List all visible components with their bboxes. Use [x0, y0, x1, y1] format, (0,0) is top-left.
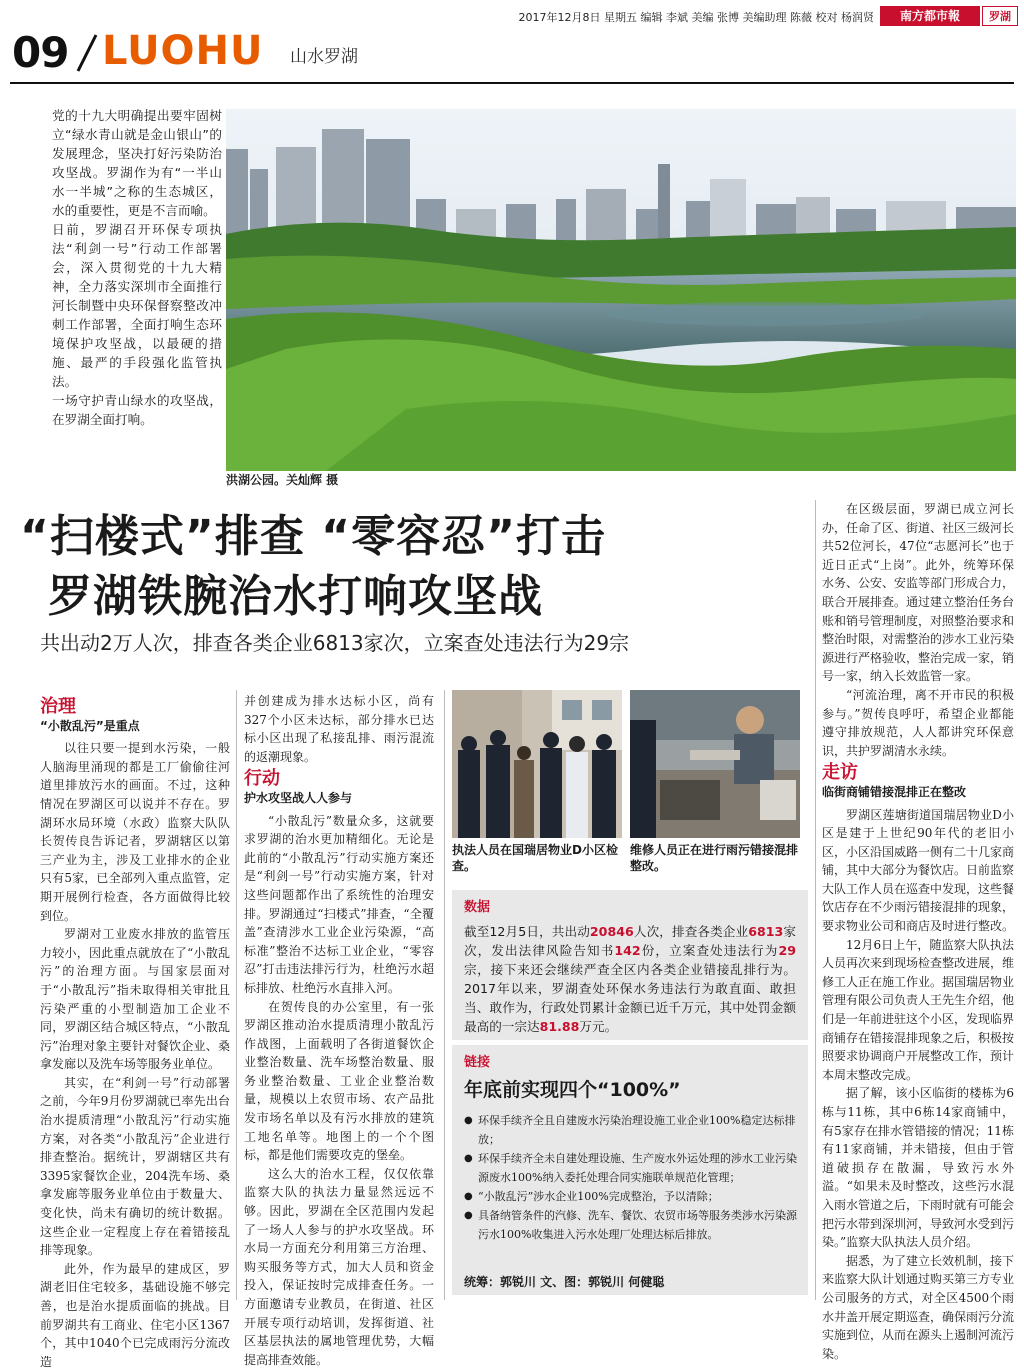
data-value-fine: 81.88: [539, 1019, 580, 1034]
paragraph: “小散乱污”数量众多，这就要求罗湖的治水更加精细化。无论是此前的“小散乱污”行动实施方案还是“利剑一号”行动实施方案，针对这些问题都作出了系统性的治理安排。罗湖通过“扫楼式”排查，“全覆盖”查清涉水工业企业污染源，“高标准”整治不达标工业企业，“零容忍”打击违法排污行为，杜绝污水超标排放、杜绝污水直排入河。: [244, 813, 434, 995]
data-value-personnel: 20846: [589, 924, 634, 939]
data-value-enterprises: 6813: [748, 924, 784, 939]
headline-line-2: 罗湖铁腕治水打响攻坚战: [48, 571, 543, 622]
paragraph: 在区级层面，罗湖已成立河长办，任命了区、街道、社区三级河长共52位河长，47位“志愿河长”也于近日正式“上岗”。此外，统筹环保水务、公安、安监等部门形成合力，联合开展排查。通过建立整治任务台账和销号管理制度，对照整治要求和整治时限，对需整治的涉水工业污染源进行严格验收，整治完成一家，销号一家，纳入长效监管一家。: [822, 502, 1015, 684]
header-rule: [10, 82, 1014, 84]
list-item: ● 环保手续齐全未自建处理设施、生产废水外运处理的涉水工业污染源废水100%纳入委托处理合同实施联单规范化管理；: [464, 1149, 800, 1187]
intro-paragraph: 一场守护青山绿水的攻坚战，在罗湖全面打响。: [52, 393, 222, 427]
list-item: ● 环保手续齐全且自建废水污染治理设施工业企业100%稳定达标排放；: [464, 1111, 800, 1149]
slash-divider: [72, 31, 100, 73]
section-title: 走访: [822, 762, 858, 784]
column-rule: [444, 690, 445, 1300]
data-text: 截至12月5日，共出动: [464, 924, 590, 939]
section-subtitle: 山水罗湖: [290, 47, 358, 67]
list-item: ● “小散乱污”涉水企业100%完成整治，予以清除；: [464, 1187, 800, 1206]
paragraph: 据悉，为了建立长效机制，接下来监察大队计划通过购买第三方专业公司服务的方式，对全区4500个雨水井盖开展定期巡查，确保雨污分流实施到位，从而在源头上遏制河流污染。: [822, 1253, 1015, 1361]
paragraph: 这么大的治水工程，仅仅依靠监察大队的执法力量显然远远不够。因此，罗湖在全区范围内发起了一场人人参与的护水攻坚战。环水局一方面充分利用第三方治理、购买服务等方式，加大人员和资金投入，保证按时完成排查任务。一方面邀请专业教员，在街道、社区开展专项行动培训，发挥街道、社区基层执法的属地管理优势，大幅提高排查效能。: [244, 1166, 434, 1367]
section-subtitle: 护水攻坚战人人参与: [244, 790, 353, 805]
headline-line-1: “扫楼式”排查 “零容忍”打击: [20, 511, 606, 562]
paragraph: 据了解，该小区临街的楼栋为6栋与11栋，其中6栋14家商铺中，有5家存在排水管错接的情况；11栋有11家商铺，并未错接，但由于管道破损存在散漏，导致污水外溢。“如果未及时整改，这些污水混入雨水管道之后，下雨时就有可能会把污水带到深圳河，导致河水受到污染。”监察大队执法人员介绍。: [822, 1086, 1015, 1250]
goal-list: [464, 1111, 800, 1244]
issue-meta: 2017年12月8日 星期五 编辑 李斌 美编 张博 美编助理 陈薇 校对 杨润贤: [518, 11, 874, 24]
paper-logo: 南方都市報: [880, 6, 980, 26]
column-rule: [236, 690, 237, 1300]
data-box: [452, 890, 808, 1040]
paragraph: 在贺传良的办公室里，有一张罗湖区推动治水提质清理小散乱污作战图，上面载明了各街道餐饮企业整治数量、洗车场整治数量、服务业整治数量、工业企业整治数量，规模以上农贸市场、农产品批发市场名单以及有污水排放的建筑工地名单等。地图上的一个个图标，都是他们需要攻克的堡垒。: [244, 999, 434, 1163]
column-governance: [40, 698, 230, 1371]
data-text: 人次，排查各类企业: [633, 924, 749, 939]
photo-caption-right: 维修人员正在进行雨污错接混排整改。: [630, 843, 799, 873]
top-bar: [0, 0, 1024, 30]
data-value-cases: 29: [778, 943, 797, 958]
data-text: 万元。: [579, 1019, 618, 1034]
byline: 统筹：郭锐川 文、图：郭锐川 何健聪: [464, 1275, 665, 1289]
paragraph: 此外，作为最早的建成区，罗湖老旧住宅较多，基础设施不够完善，也是治水提质面临的挑战。目前罗湖共有工商业、住宅小区1367个，其中1040个已完成雨污分流改造: [40, 1261, 230, 1369]
list-item: ● 具备纳管条件的汽修、洗车、餐饮、农贸市场等服务类涉水污染源污水100%收集进入污水处理厂处理达标后排放。: [464, 1206, 800, 1244]
paragraph: 罗湖区莲塘街道国瑞居物业D小区是建于上世纪90年代的老旧小区，小区沿国威路一侧有二十几家商铺，其中大部分为餐饮店。日前监察大队工作人员在巡查中发现，这些餐饮店存在不少雨污错接混排的现象，要求物业公司和商店及时进行整改。: [822, 807, 1015, 934]
paragraph: 以往只要一提到水污染，一般人脑海里涌现的都是工厂偷偷往河道里排放污水的画面。不过，这种情况在罗湖区可以说并不存在。罗湖环水局环境（水政）监察大队队长贺传良告诉记者，罗湖辖区以第三产业为主，涉及工业排水的企业只有5家，已全部列入重点监管，定期开展例行检查，各方面做得比较到位。: [40, 741, 230, 923]
paragraph: 罗湖对工业废水排放的监管压力较小，因此重点就放在了“小散乱污”的治理方面。与国家层面对于“小散乱污”指未取得相关审批且污染严重的小型制造加工企业不同，罗湖区结合城区特点，“小散乱污”治理对象主要针对餐饮企业、桑拿发廊以及洗车场等服务业单位。: [40, 927, 230, 1072]
column-action: [244, 692, 434, 1369]
sub-logo: 罗湖: [982, 6, 1018, 26]
intro-text: [52, 106, 222, 429]
section-title: 行动: [244, 768, 280, 790]
column-rule: [815, 500, 816, 1300]
photo-caption-left: 执法人员在国瑞居物业D小区检查。: [452, 843, 618, 873]
subheadline: 共出动2万人次，排查各类企业6813家次，立案查处违法行为29宗: [40, 631, 630, 655]
paragraph: 12月6日上午，随监察大队执法人员再次来到现场检查整改进展，维修工人正在施工作业。据国瑞居物业管理有限公司负责人王先生介绍，他们是一年前进驻这个小区，发现临界商铺存在错接混排现象之后，积极按照要求协调商户开展整改工作，预计本周末整改完成。: [822, 937, 1015, 1082]
paragraph-continued: 并创建成为排水达标小区，尚有327个小区未达标，部分排水已达标小区出现了私接乱排、雨污混流的返潮现象。: [244, 694, 434, 764]
section-subtitle: “小散乱污”是重点: [40, 718, 140, 733]
section-subtitle: 临街商铺错接混排正在整改: [822, 784, 967, 799]
data-text: 家次，发出法律风险告知书: [464, 924, 797, 958]
link-box: [452, 1045, 808, 1295]
inspection-photo: [452, 690, 622, 838]
main-photo-honghu-park: [226, 109, 1016, 471]
data-text: 宗，接下来还会继续严查全区内各类企业错接乱排行为。2017年以来，罗湖查处环保水务违法行为敢直面、敢担当、敢作为，行政处罚累计金额已近千万元，其中处罚金额最高的一宗达: [464, 962, 796, 1034]
section-title: 治理: [40, 696, 76, 717]
intro-paragraph: 党的十九大明确提出要牢固树立“绿水青山就是金山银山”的发展理念，坚决打好污染防治攻坚战。罗湖作为有“一半山水一半城”之称的生态城区，水的重要性，更是不言而喻。: [52, 108, 222, 218]
data-box-text: [464, 922, 796, 1036]
paragraph: 其实，在“利剑一号”行动部署之前，今年9月份罗湖就已率先出台治水提质清理“小散乱污”行动实施方案，对各类“小散乱污”企业进行排查整治。据统计，罗湖辖区共有3395家餐饮企业，204洗车场、桑拿发廊等服务业单位由于数量大、变化快，尚未有确切的统计数据。这些企业一定程度上存在着错接乱排等现象。: [40, 1075, 230, 1258]
data-text: 份，立案查处违法行为: [640, 943, 779, 958]
repair-photo: [630, 690, 800, 838]
link-box-title: 年底前实现四个“100%”: [464, 1079, 681, 1101]
main-photo-caption: 洪湖公园。关灿辉 摄: [226, 473, 339, 487]
section-name: LUOHU: [102, 28, 264, 74]
page-number: 09: [12, 28, 69, 77]
intro-paragraph: 日前，罗湖召开环保专项执法“利剑一号”行动工作部署会，深入贯彻党的十九大精神，全力落实深圳市全面推行河长制暨中央环保督察整改冲刺工作部署，全面打响生态环境保护攻坚战，以最硬的措施、最严的手段强化监管执法。: [52, 222, 222, 389]
data-value-notices: 142: [614, 943, 641, 958]
data-box-label: 数据: [464, 900, 491, 915]
paragraph: “河流治理，离不开市民的积极参与。”贺传良呼吁，希望企业都能遵守排放规范，人人都讲究环保意识，共护罗湖清水永续。: [822, 687, 1014, 758]
column-visit: [822, 500, 1014, 1363]
link-box-label: 链接: [464, 1055, 491, 1070]
